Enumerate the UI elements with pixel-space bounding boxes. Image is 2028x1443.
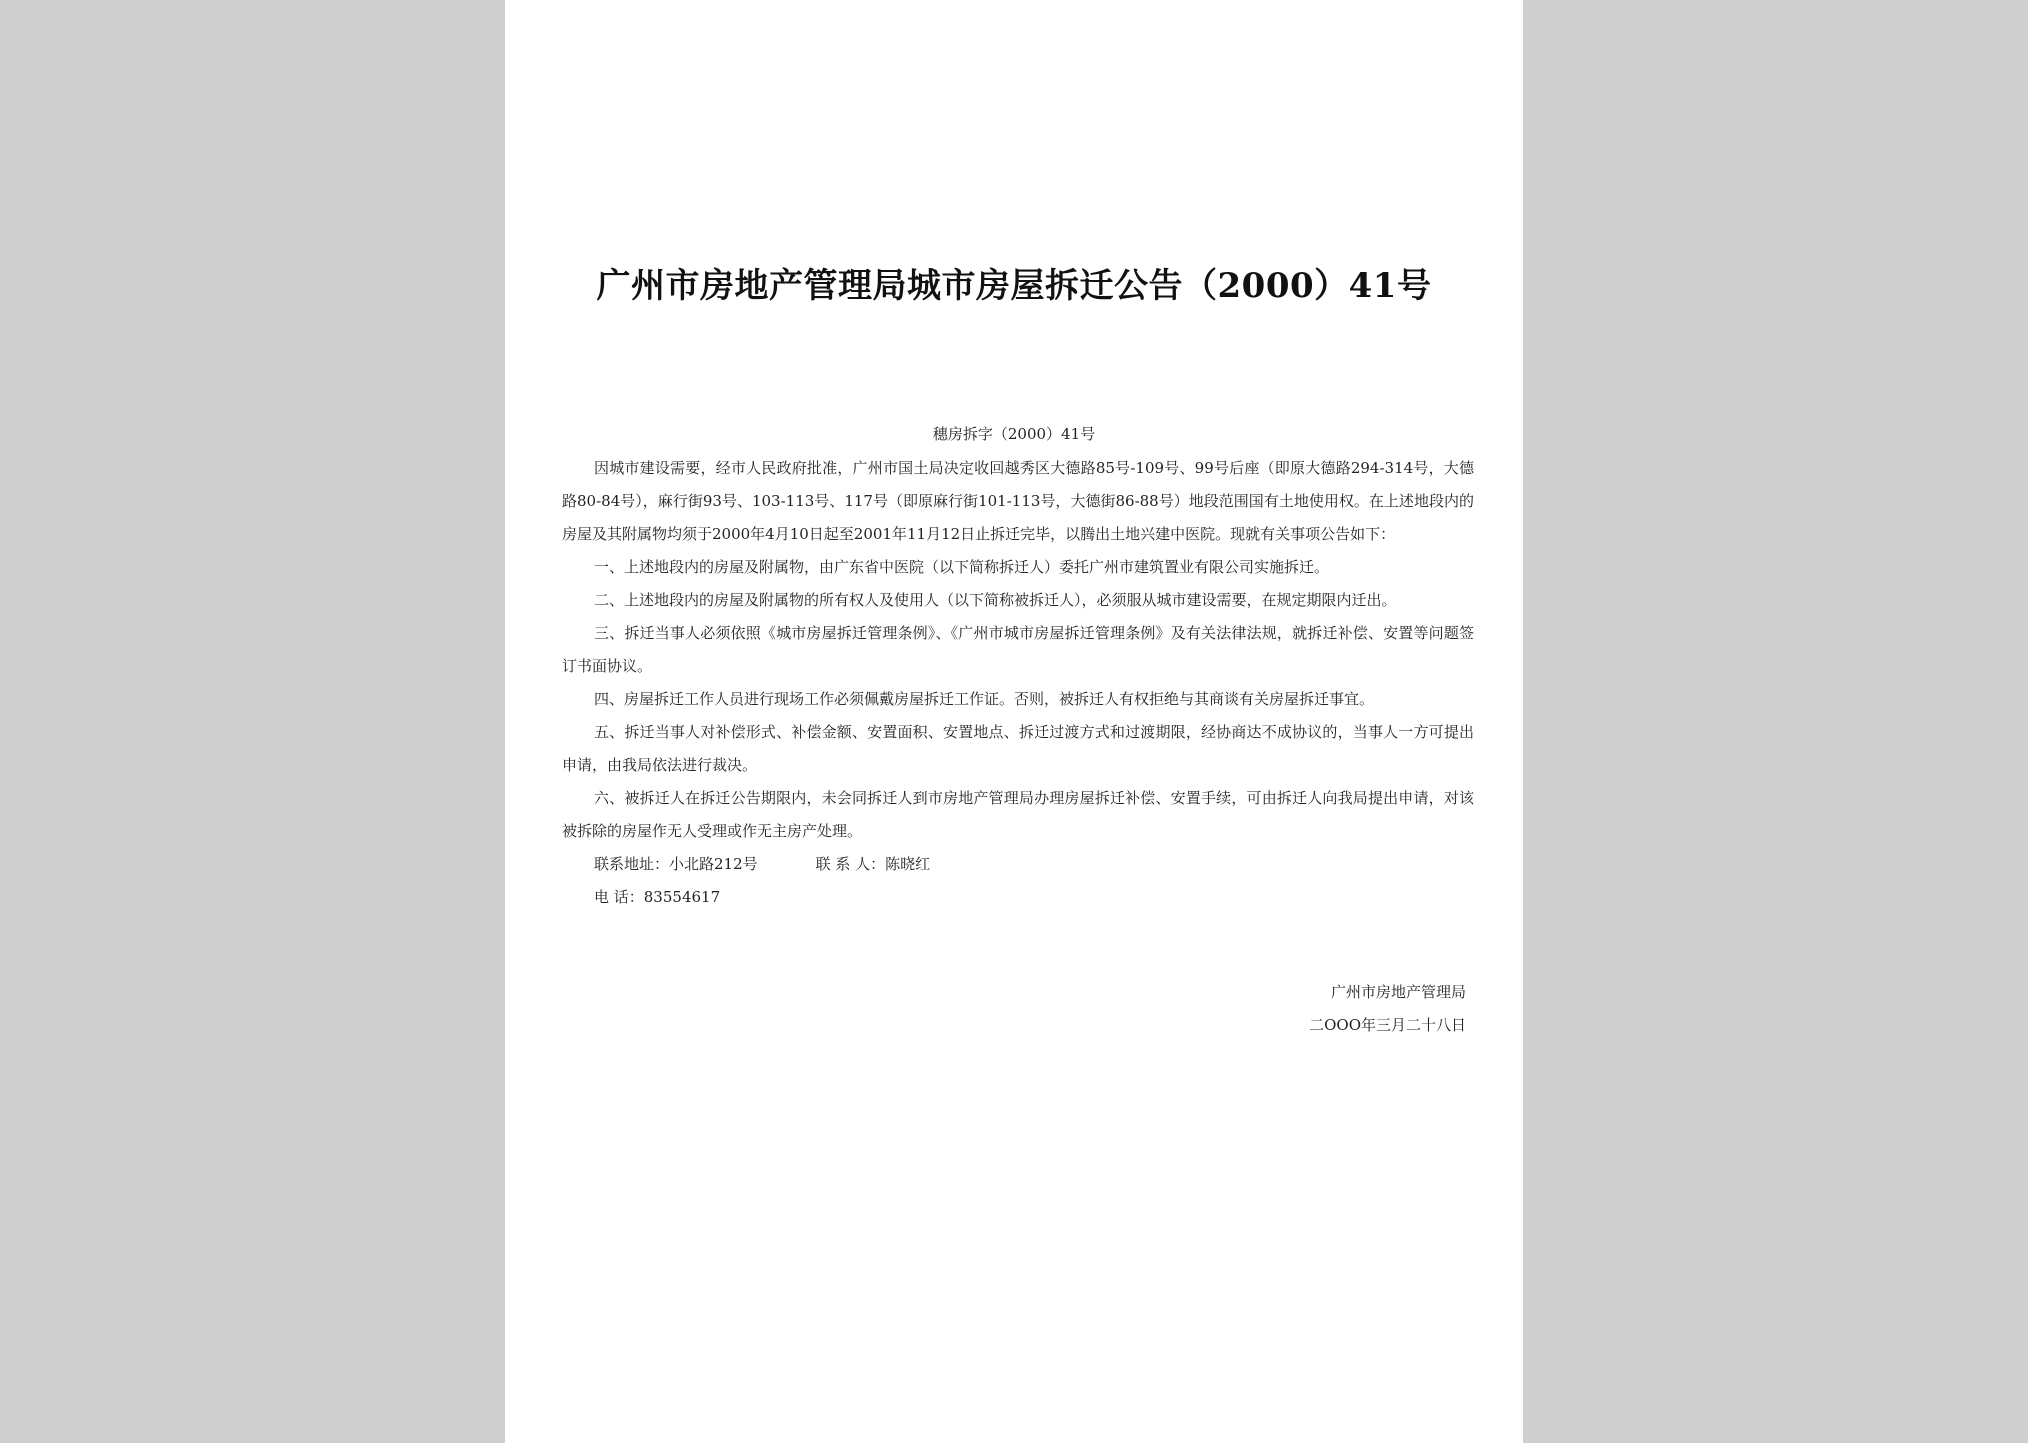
- contact-person: 联 系 人：陈晓红: [815, 855, 931, 873]
- paragraph-item-3: 三、拆迁当事人必须依照《城市房屋拆迁管理条例》、《广州市城市房屋拆迁管理条例》及有关法律法规，就拆迁补偿、安置等问题签订书面协议。: [562, 624, 1474, 675]
- contact-line: [562, 848, 1474, 881]
- contact-phone-line: [562, 881, 1474, 914]
- contact-phone: 电 话：83554617: [594, 888, 721, 906]
- paragraph-intro: 因城市建设需要，经市人民政府批准，广州市国土局决定收回越秀区大德路85号-109号、99号后座（即原大德路294-314号，大德路80-84号），麻行街93号、103-113号、117号（即原麻行街101-113号，大德街86-88号）地段范围国有土地使用权。在上述地段内的房屋及其附属物均须于2000年4月10日起至2001年11月12日止拆迁完毕，以腾出土地兴建中医院。现就有关事项公告如下：: [562, 459, 1474, 543]
- contact-address: 联系地址：小北路212号: [594, 855, 758, 873]
- issuer-name: 广州市房地产管理局: [1330, 983, 1466, 1001]
- paragraph-item-6: 六、被拆迁人在拆迁公告期限内，未会同拆迁人到市房地产管理局办理房屋拆迁补偿、安置手续，可由拆迁人向我局提出申请，对该被拆除的房屋作无人受理或作无主房产处理。: [562, 789, 1474, 840]
- paragraph-item-4: 四、房屋拆迁工作人员进行现场工作必须佩戴房屋拆迁工作证。否则，被拆迁人有权拒绝与其商谈有关房屋拆迁事宜。: [594, 690, 1375, 708]
- document-number: 穗房拆字（2000）41号: [932, 425, 1096, 443]
- document-title: 广州市房地产管理局城市房屋拆迁公告（2000）41号: [596, 266, 1432, 306]
- document-body: [562, 452, 1474, 914]
- document-page: [505, 0, 1523, 1443]
- paragraph-item-5: 五、拆迁当事人对补偿形式、补偿金额、安置面积、安置地点、拆迁过渡方式和过渡期限，经协商达不成协议的，当事人一方可提出申请，由我局依法进行裁决。: [562, 723, 1474, 774]
- paragraph-item-2: 二、上述地段内的房屋及附属物的所有权人及使用人（以下简称被拆迁人），必须服从城市建设需要，在规定期限内迁出。: [594, 591, 1397, 609]
- signature-block: [1309, 976, 1466, 1042]
- issue-date: 二OOO年三月二十八日: [1309, 1016, 1466, 1034]
- paragraph-item-1: 一、上述地段内的房屋及附属物，由广东省中医院（以下简称拆迁人）委托广州市建筑置业有限公司实施拆迁。: [594, 558, 1330, 576]
